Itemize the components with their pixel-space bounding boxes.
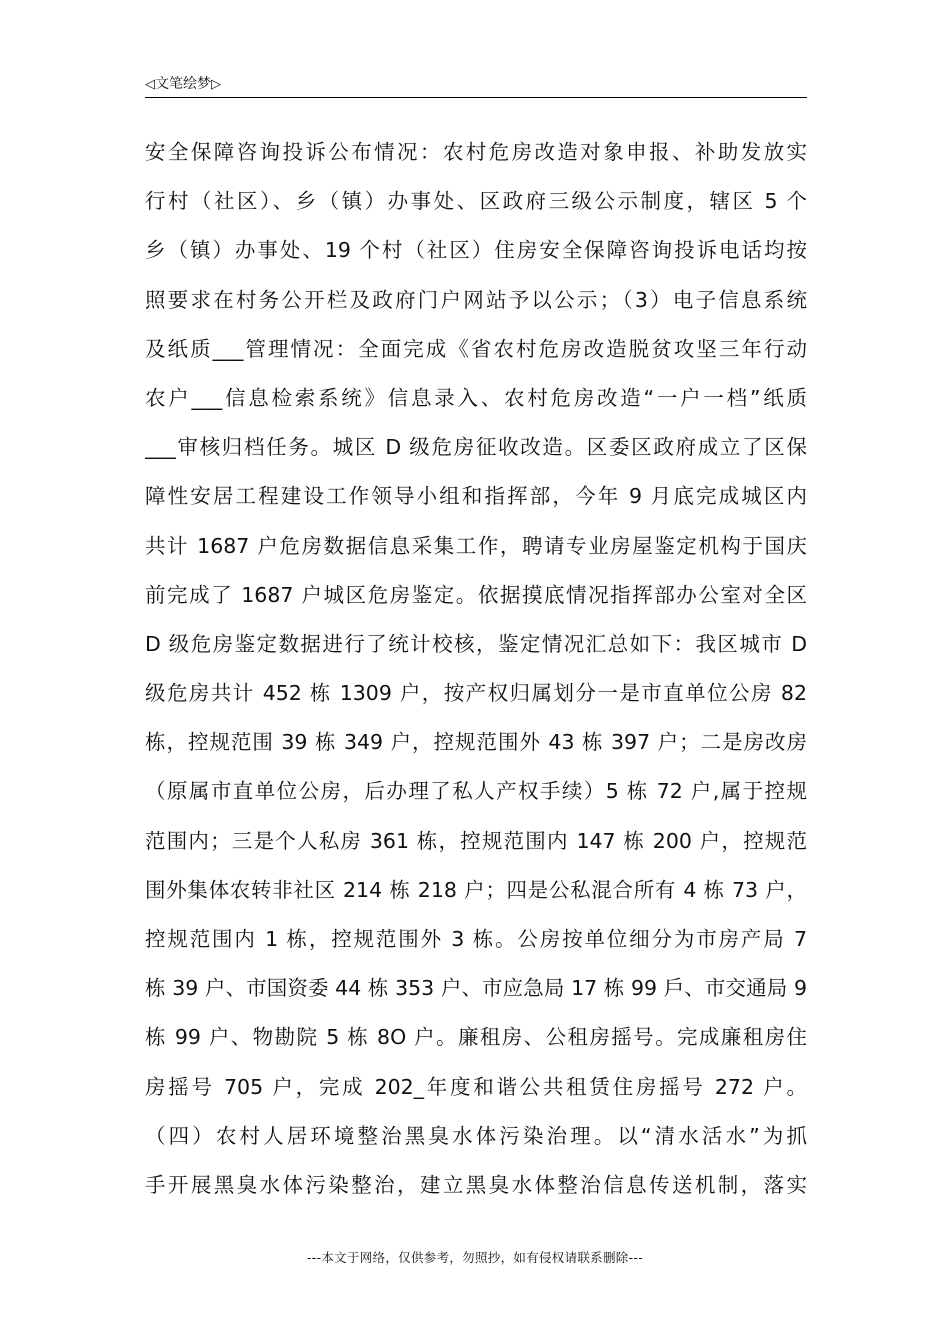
text-line: 行村（社区）、乡（镇）办事处、区政府三级公示制度，辖区 5 个 bbox=[145, 189, 807, 214]
text-line: 安全保障咨询投诉公布情况：农村危房改造对象申报、补助发放实 bbox=[145, 140, 807, 164]
text-line: 手开展黑臭水体污染整治，建立黑臭水体整治信息传送机制，落实 bbox=[145, 1172, 807, 1197]
page-footer-disclaimer: ---本文于网络，仅供参考，勿照抄，如有侵权请联系删除--- bbox=[306, 1250, 644, 1265]
header-title: 文笔绘梦 bbox=[155, 76, 211, 92]
text-line: 障性安居工程建设工作领导小组和指挥部，今年 9 月底完成城区内 bbox=[145, 484, 807, 509]
text-line: 及纸质___管理情况：全面完成《省农村危房改造脱贫攻坚三年行动 bbox=[145, 336, 807, 361]
text-line: 栋，控规范围 39 栋 349 户，控规范围外 43 栋 397 户；二是房改房 bbox=[145, 730, 807, 755]
left-triangle-icon: ◁ bbox=[145, 77, 155, 92]
text-line: 栋 99 户、物勘院 5 栋 8O 户。廉租房、公租房摇号。完成廉租房住 bbox=[145, 1025, 807, 1050]
header-divider bbox=[145, 97, 807, 98]
text-line: （原属市直单位公房，后办理了私人产权手续）5 栋 72 户,属于控规 bbox=[145, 779, 807, 804]
text-line: D 级危房鉴定数据进行了统计校核，鉴定情况汇总如下：我区城市 D bbox=[145, 631, 807, 656]
text-line: 围外集体农转非社区 214 栋 218 户；四是公私混合所有 4 栋 73 户， bbox=[145, 877, 807, 902]
text-line: ___审核归档任务。城区 D 级危房征收改造。区委区政府成立了区保 bbox=[145, 435, 807, 460]
page-header bbox=[145, 74, 807, 98]
text-line: 照要求在村务公开栏及政府门户网站予以公示；（3）电子信息系统 bbox=[145, 287, 807, 312]
text-line: 范围内；三是个人私房 361 栋，控规范围内 147 栋 200 户，控规范 bbox=[145, 828, 807, 853]
text-line: 级危房共计 452 栋 1309 户，按产权归属划分一是市直单位公房 82 bbox=[145, 681, 807, 706]
text-line: 房摇号 705 户，完成 202_年度和谐公共租赁住房摇号 272 户。 bbox=[145, 1074, 807, 1099]
right-triangle-icon: ▷ bbox=[211, 77, 221, 92]
text-line: （四）农村人居环境整治黑臭水体污染治理。以“清水活水”为抓 bbox=[145, 1123, 807, 1148]
text-line: 前完成了 1687 户城区危房鉴定。依据摸底情况指挥部办公室对全区 bbox=[145, 582, 807, 607]
text-line: 农户___信息检索系统》信息录入、农村危房改造“一户一档”纸质 bbox=[145, 385, 807, 410]
text-line: 乡（镇）办事处、19 个村（社区）住房安全保障咨询投诉电话均按 bbox=[145, 238, 807, 263]
text-line: 控规范围内 1 栋，控规范围外 3 栋。公房按单位细分为市房产局 7 bbox=[145, 927, 807, 951]
text-line: 栋 39 户、市国资委 44 栋 353 户、市应急局 17 栋 99 戶、市交通局 9 bbox=[145, 976, 807, 1001]
text-line: 共计 1687 户危房数据信息采集工作，聘请专业房屋鉴定机构于国庆 bbox=[145, 533, 807, 558]
document-body bbox=[145, 128, 807, 1210]
